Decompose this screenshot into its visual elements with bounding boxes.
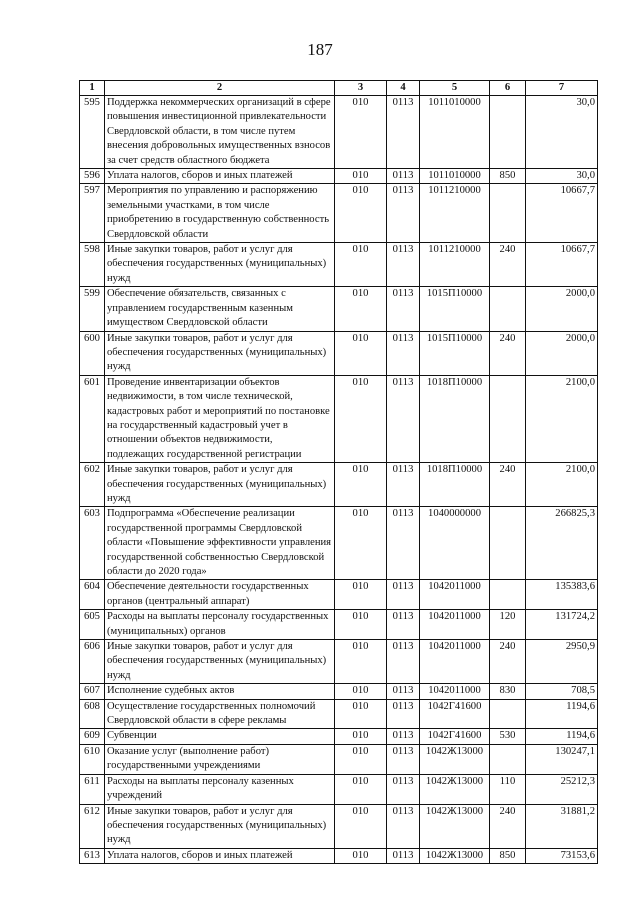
target-article-cell: 1011010000 (420, 169, 490, 184)
amount-cell: 30,0 (526, 169, 598, 184)
amount-cell: 130247,1 (526, 744, 598, 774)
amount-cell: 10667,7 (526, 184, 598, 243)
expense-type-cell: 850 (490, 169, 526, 184)
section-code-cell: 0113 (387, 804, 420, 848)
expense-name-cell: Расходы на выплаты персоналу государственных (муниципальных) органов (105, 610, 335, 640)
expense-name-cell: Иные закупки товаров, работ и услуг для обеспечения государственных (муниципальных) нужд (105, 804, 335, 848)
ministry-code-cell: 010 (335, 507, 387, 580)
section-code-cell: 0113 (387, 184, 420, 243)
amount-cell: 1194,6 (526, 699, 598, 729)
ministry-code-cell: 010 (335, 169, 387, 184)
ministry-code-cell: 010 (335, 243, 387, 287)
expense-name-cell: Осуществление государственных полномочий Свердловской области в сфере рекламы (105, 699, 335, 729)
target-article-cell: 1042011000 (420, 580, 490, 610)
table-row (80, 96, 598, 169)
expense-type-cell: 240 (490, 331, 526, 375)
expense-type-cell: 240 (490, 463, 526, 507)
section-code-cell: 0113 (387, 729, 420, 744)
row-number-cell: 603 (80, 507, 105, 580)
amount-cell: 2100,0 (526, 463, 598, 507)
section-code-cell: 0113 (387, 744, 420, 774)
amount-cell: 10667,7 (526, 243, 598, 287)
expense-type-cell (490, 96, 526, 169)
amount-cell: 266825,3 (526, 507, 598, 580)
amount-cell: 1194,6 (526, 729, 598, 744)
expense-type-cell: 240 (490, 804, 526, 848)
header-cell: 4 (387, 81, 420, 96)
expense-type-cell: 240 (490, 640, 526, 684)
amount-cell: 708,5 (526, 684, 598, 699)
amount-cell: 2000,0 (526, 287, 598, 331)
row-number-cell: 611 (80, 774, 105, 804)
table-row (80, 287, 598, 331)
header-row (80, 81, 598, 96)
expense-type-cell: 830 (490, 684, 526, 699)
amount-cell: 2950,9 (526, 640, 598, 684)
row-number-cell: 604 (80, 580, 105, 610)
expense-type-cell (490, 699, 526, 729)
expense-type-cell (490, 287, 526, 331)
target-article-cell: 1042Ж13000 (420, 774, 490, 804)
expense-name-cell: Обеспечение деятельности государственных органов (центральный аппарат) (105, 580, 335, 610)
table-row (80, 580, 598, 610)
expense-type-cell: 110 (490, 774, 526, 804)
section-code-cell: 0113 (387, 463, 420, 507)
row-number-cell: 602 (80, 463, 105, 507)
expense-name-cell: Оказание услуг (выполнение работ) государственными учреждениями (105, 744, 335, 774)
table-body (80, 96, 598, 864)
table-row (80, 243, 598, 287)
table-row (80, 848, 598, 863)
section-code-cell: 0113 (387, 375, 420, 462)
expense-name-cell: Исполнение судебных актов (105, 684, 335, 699)
expense-type-cell: 120 (490, 610, 526, 640)
section-code-cell: 0113 (387, 774, 420, 804)
row-number-cell: 598 (80, 243, 105, 287)
expense-name-cell: Субвенции (105, 729, 335, 744)
target-article-cell: 1042011000 (420, 610, 490, 640)
section-code-cell: 0113 (387, 507, 420, 580)
expense-type-cell (490, 375, 526, 462)
expense-name-cell: Иные закупки товаров, работ и услуг для обеспечения государственных (муниципальных) нужд (105, 640, 335, 684)
table-row (80, 463, 598, 507)
target-article-cell: 1018П10000 (420, 463, 490, 507)
section-code-cell: 0113 (387, 699, 420, 729)
table-row (80, 640, 598, 684)
target-article-cell: 1042Ж13000 (420, 804, 490, 848)
ministry-code-cell: 010 (335, 699, 387, 729)
ministry-code-cell: 010 (335, 774, 387, 804)
table-row (80, 804, 598, 848)
table-row (80, 610, 598, 640)
row-number-cell: 597 (80, 184, 105, 243)
expense-name-cell: Мероприятия по управлению и распоряжению земельными участками, в том числе приобретению в государственную собственность Свердловской области (105, 184, 335, 243)
expense-type-cell (490, 580, 526, 610)
row-number-cell: 607 (80, 684, 105, 699)
ministry-code-cell: 010 (335, 375, 387, 462)
header-cell: 6 (490, 81, 526, 96)
expense-type-cell (490, 507, 526, 580)
expense-name-cell: Обеспечение обязательств, связанных с управлением государственным казенным имуществом Свердловской области (105, 287, 335, 331)
header-cell: 7 (526, 81, 598, 96)
target-article-cell: 1018П10000 (420, 375, 490, 462)
table-row (80, 774, 598, 804)
expense-type-cell (490, 744, 526, 774)
row-number-cell: 596 (80, 169, 105, 184)
section-code-cell: 0113 (387, 848, 420, 863)
amount-cell: 135383,6 (526, 580, 598, 610)
amount-cell: 25212,3 (526, 774, 598, 804)
expense-type-cell: 240 (490, 243, 526, 287)
target-article-cell: 1042011000 (420, 684, 490, 699)
target-article-cell: 1042Г41600 (420, 699, 490, 729)
amount-cell: 31881,2 (526, 804, 598, 848)
expense-name-cell: Подпрограмма «Обеспечение реализации государственной программы Свердловской области «Повышение эффективности управления государственной собственностью Свердловской области до 2020 года» (105, 507, 335, 580)
section-code-cell: 0113 (387, 96, 420, 169)
amount-cell: 131724,2 (526, 610, 598, 640)
target-article-cell: 1011010000 (420, 96, 490, 169)
section-code-cell: 0113 (387, 580, 420, 610)
target-article-cell: 1042011000 (420, 640, 490, 684)
ministry-code-cell: 010 (335, 848, 387, 863)
table-row (80, 331, 598, 375)
ministry-code-cell: 010 (335, 684, 387, 699)
ministry-code-cell: 010 (335, 610, 387, 640)
ministry-code-cell: 010 (335, 96, 387, 169)
row-number-cell: 601 (80, 375, 105, 462)
section-code-cell: 0113 (387, 610, 420, 640)
row-number-cell: 612 (80, 804, 105, 848)
ministry-code-cell: 010 (335, 744, 387, 774)
table-row (80, 684, 598, 699)
table-row (80, 507, 598, 580)
ministry-code-cell: 010 (335, 804, 387, 848)
target-article-cell: 1011210000 (420, 243, 490, 287)
header-cell: 5 (420, 81, 490, 96)
section-code-cell: 0113 (387, 287, 420, 331)
ministry-code-cell: 010 (335, 463, 387, 507)
amount-cell: 2100,0 (526, 375, 598, 462)
target-article-cell: 1042Ж13000 (420, 744, 490, 774)
ministry-code-cell: 010 (335, 331, 387, 375)
table-row (80, 744, 598, 774)
amount-cell: 73153,6 (526, 848, 598, 863)
section-code-cell: 0113 (387, 169, 420, 184)
expense-name-cell: Расходы на выплаты персоналу казенных учреждений (105, 774, 335, 804)
table-row (80, 375, 598, 462)
row-number-cell: 595 (80, 96, 105, 169)
row-number-cell: 606 (80, 640, 105, 684)
amount-cell: 30,0 (526, 96, 598, 169)
section-code-cell: 0113 (387, 243, 420, 287)
expense-type-cell: 530 (490, 729, 526, 744)
ministry-code-cell: 010 (335, 640, 387, 684)
expense-name-cell: Иные закупки товаров, работ и услуг для обеспечения государственных (муниципальных) нужд (105, 331, 335, 375)
target-article-cell: 1042Ж13000 (420, 848, 490, 863)
header-cell: 1 (80, 81, 105, 96)
target-article-cell: 1015П10000 (420, 331, 490, 375)
row-number-cell: 609 (80, 729, 105, 744)
section-code-cell: 0113 (387, 331, 420, 375)
amount-cell: 2000,0 (526, 331, 598, 375)
row-number-cell: 605 (80, 610, 105, 640)
header-cell: 3 (335, 81, 387, 96)
expense-type-cell (490, 184, 526, 243)
budget-table (79, 80, 598, 864)
table-row (80, 729, 598, 744)
target-article-cell: 1042Г41600 (420, 729, 490, 744)
table-row (80, 699, 598, 729)
section-code-cell: 0113 (387, 684, 420, 699)
section-code-cell: 0113 (387, 640, 420, 684)
page-number: 187 (307, 40, 333, 59)
row-number-cell: 600 (80, 331, 105, 375)
target-article-cell: 1040000000 (420, 507, 490, 580)
expense-name-cell: Иные закупки товаров, работ и услуг для обеспечения государственных (муниципальных) нужд (105, 243, 335, 287)
target-article-cell: 1011210000 (420, 184, 490, 243)
ministry-code-cell: 010 (335, 580, 387, 610)
expense-name-cell: Проведение инвентаризации объектов недвижимости, в том числе технической, кадастровых работ и мероприятий по постановке на государственный кадастровый учет в отношении объектов недвижимости, подлежащих государственной регистрации (105, 375, 335, 462)
expense-name-cell: Иные закупки товаров, работ и услуг для обеспечения государственных (муниципальных) нужд (105, 463, 335, 507)
table-row (80, 184, 598, 243)
header-cell: 2 (105, 81, 335, 96)
target-article-cell: 1015П10000 (420, 287, 490, 331)
expense-name-cell: Поддержка некоммерческих организаций в сфере повышения инвестиционной привлекательности Свердловской области, в том числе путем внесения добровольных имущественных взносов за счет средств областного бюджета (105, 96, 335, 169)
ministry-code-cell: 010 (335, 729, 387, 744)
row-number-cell: 610 (80, 744, 105, 774)
ministry-code-cell: 010 (335, 287, 387, 331)
row-number-cell: 613 (80, 848, 105, 863)
row-number-cell: 608 (80, 699, 105, 729)
ministry-code-cell: 010 (335, 184, 387, 243)
row-number-cell: 599 (80, 287, 105, 331)
expense-type-cell: 850 (490, 848, 526, 863)
table-row (80, 169, 598, 184)
expense-name-cell: Уплата налогов, сборов и иных платежей (105, 848, 335, 863)
expense-name-cell: Уплата налогов, сборов и иных платежей (105, 169, 335, 184)
